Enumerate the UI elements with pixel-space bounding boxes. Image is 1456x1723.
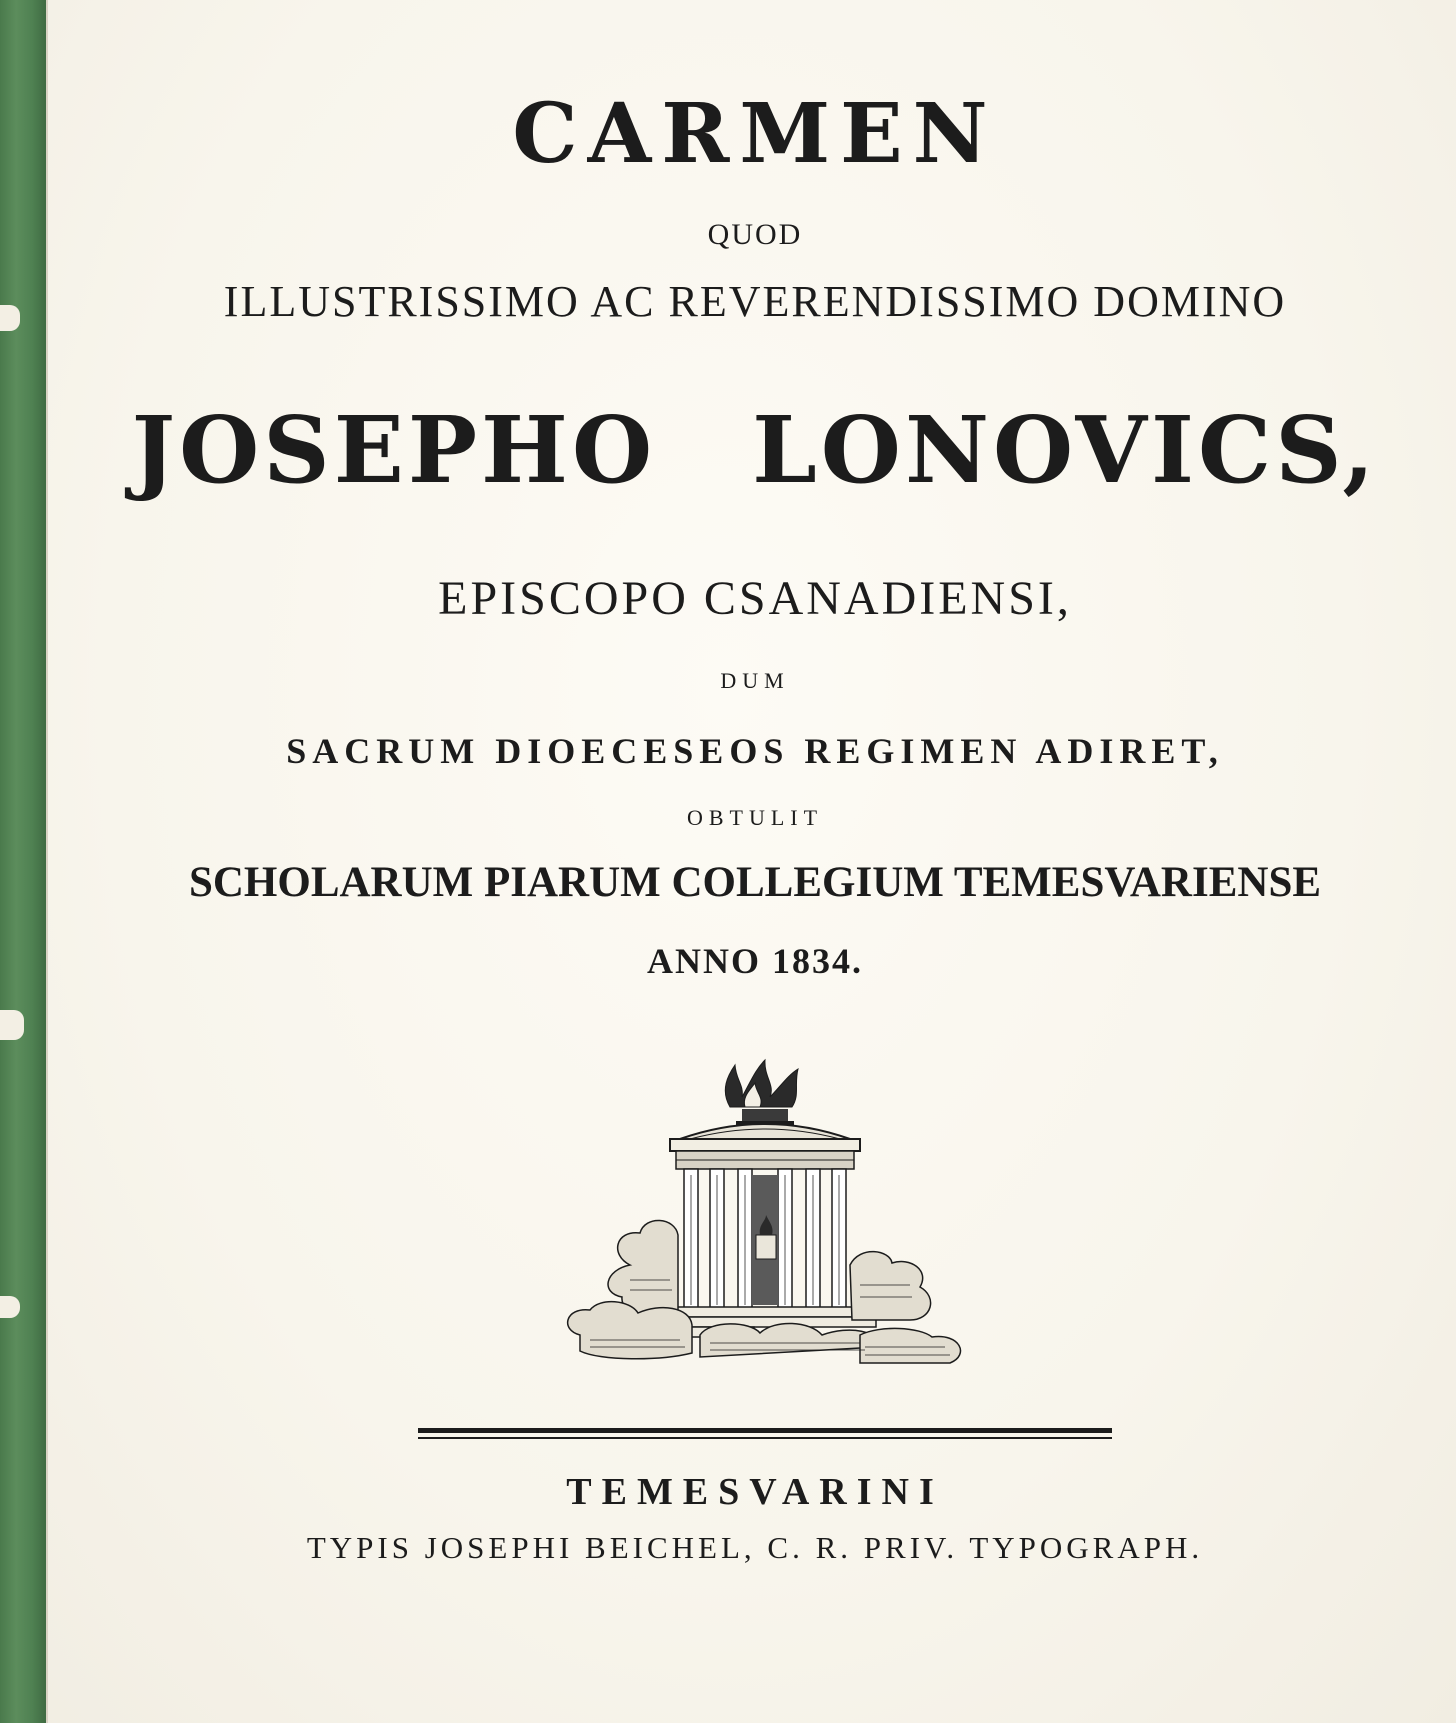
- dum-line: DUM: [720, 668, 790, 693]
- occasion-line: SACRUM DIOECESEOS REGIMEN ADIRET,: [286, 731, 1224, 771]
- round-temple-with-flame-on-clouds-icon: [560, 1035, 970, 1375]
- year-line: ANNO 1834.: [647, 941, 863, 981]
- quod-line: QUOD: [707, 218, 803, 251]
- spine-tear: [0, 305, 20, 331]
- obtulit-line: OBTULIT: [686, 805, 824, 830]
- presenter-line: SCHOLARUM PIARUM COLLEGIUM TEMESVARIENSE: [188, 859, 1322, 906]
- imprint-printer: TYPIS JOSEPHI BEICHEL, C. R. PRIV. TYPOGRAPH.: [306, 1530, 1204, 1565]
- main-title: CARMEN: [512, 86, 998, 182]
- spine-tear: [0, 1296, 20, 1318]
- spine-tear: [0, 1010, 24, 1040]
- flame-icon: [725, 1060, 798, 1107]
- book-spine: [0, 0, 48, 1723]
- recipient-office: EPISCOPO CSANADIENSI,: [438, 572, 1072, 625]
- recipient-name: JOSEPHO LONOVICS,: [131, 396, 1379, 504]
- imprint-city: TEMESVARINI: [566, 1471, 944, 1513]
- honorific-line: ILLUSTRISSIMO AC REVERENDISSIMO DOMINO: [223, 277, 1287, 326]
- double-rule-divider: [418, 1428, 1112, 1440]
